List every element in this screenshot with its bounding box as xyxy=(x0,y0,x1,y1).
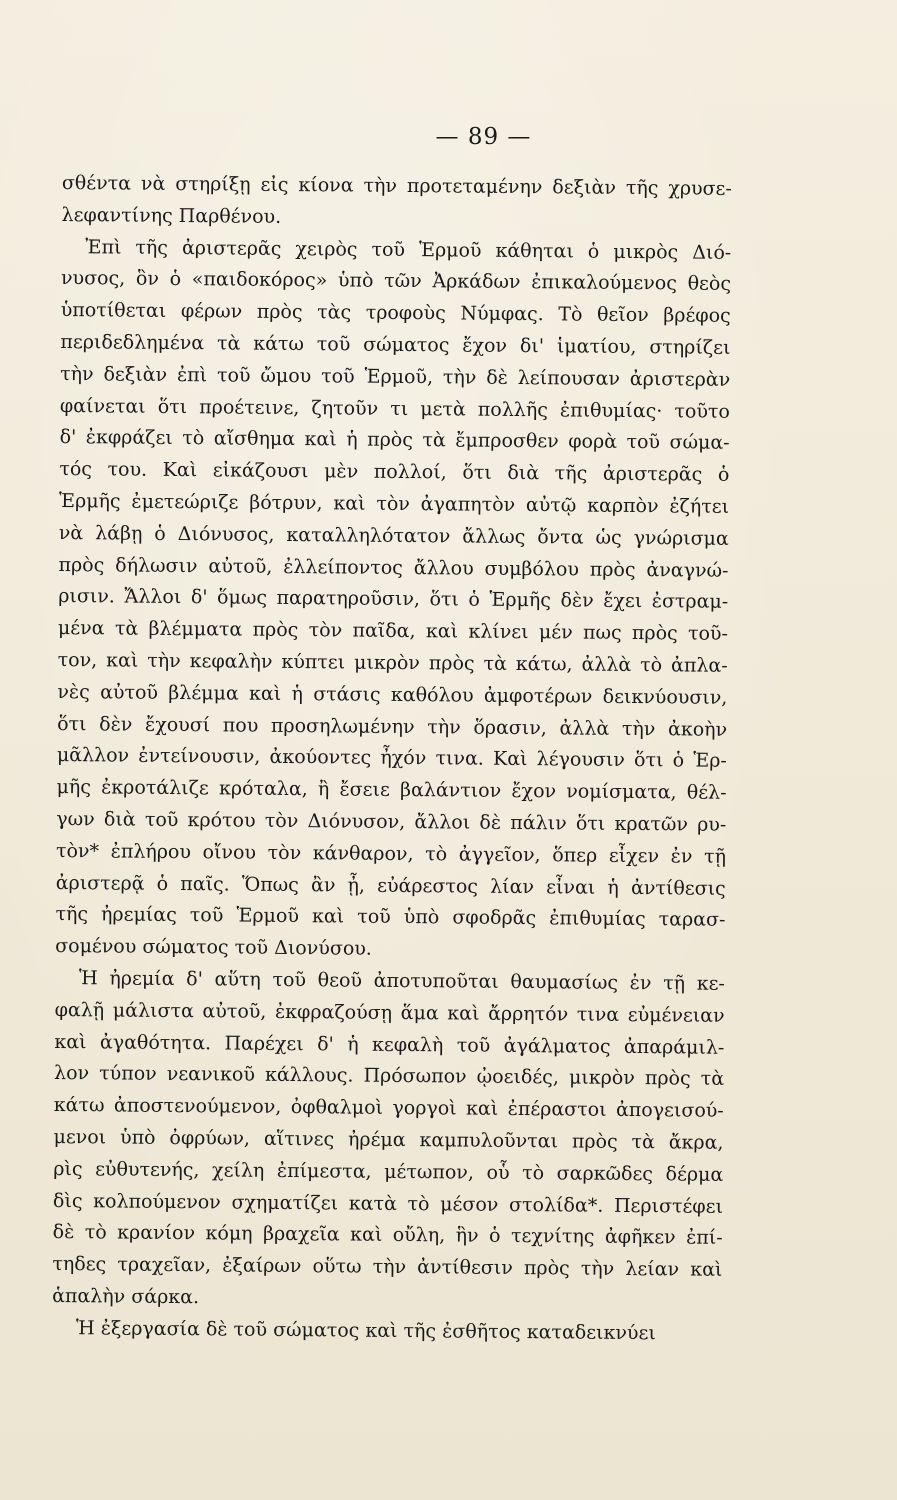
text-line: μῆς ἐκροτάλιζε κρόταλα, ἢ ἔσειε βαλάντιον ἔχον νομίσματα, θέλ- xyxy=(56,776,727,804)
body-text xyxy=(52,168,732,1350)
text-line: Ἐπὶ τῆς ἀριστερᾶς χειρὸς τοῦ Ἑρμοῦ κάθηται ὁ μικρὸς Διό- xyxy=(85,235,732,264)
text-line: τός του. Καὶ εἰκάζουσι μὲν πολλοί, ὅτι διὰ τῆς ἀριστερᾶς ὁ xyxy=(59,458,730,487)
text-line: Ἑρμῆς ἐμετεώριζε βότρυν, καὶ τὸν ἀγαπητὸν αὐτῷ καρπὸν ἐζήτει xyxy=(58,489,730,518)
text-line: Ἡ ἐξεργασία δὲ τοῦ σώματος καὶ τῆς ἐσθῆτος καταδεικνύει xyxy=(75,1316,656,1344)
text-line: περιδεδλημένα τὰ κάτω τοῦ σώματος ἔχον δι' ἱματίου, στηρίζει xyxy=(60,330,731,359)
text-line: μένα τὰ βλέμματα πρὸς τὸν παῖδα, καὶ κλίνει μέν πως πρὸς τοῦ- xyxy=(57,617,729,645)
text-line: πρὸς δήλωσιν αὐτοῦ, ἐλλείποντος ἄλλου συμβόλου πρὸς ἀναγνώ- xyxy=(58,553,729,582)
text-line: νὰ λάβῃ ὁ Διόνυσος, καταλληλότατον ἄλλως ὄντα ὡς γνώρισμα xyxy=(58,521,729,550)
paragraph xyxy=(61,168,732,237)
text-line: φαλῇ μάλιστα αὐτοῦ, ἐκφραζούσῃ ἅμα καὶ ἄρρητόν τινα εὐμένειαν xyxy=(54,998,725,1027)
text-line: τηδες τραχεῖαν, ἐξαίρων οὕτω τὴν ἀντίθεσιν πρὸς τὴν λείαν καὶ xyxy=(52,1253,723,1281)
text-line: τὴν δεξιὰν ἐπὶ τοῦ ὤμου τοῦ Ἑρμοῦ, τὴν δὲ λείπουσαν ἀριστερὰν xyxy=(60,362,731,391)
paragraph xyxy=(52,1313,722,1351)
text-line: τῆς ἠρεμίας τοῦ Ἑρμοῦ καὶ τοῦ ὑπὸ σφοδρᾶς ἐπιθυμίας ταρασ- xyxy=(55,903,726,932)
text-line: νυσος, ὃν ὁ «παιδοκόρος» ὑπὸ τῶν Ἀρκάδων ἐπικαλούμενος θεὸς xyxy=(60,267,732,296)
page-number: — 89 — xyxy=(435,124,532,150)
text-line: γων διὰ τοῦ κρότου τὸν Διόνυσον, ἄλλοι δὲ πάλιν ὅτι κρατῶν ρυ- xyxy=(56,807,727,836)
text-line: τὸν* ἐπλήρου οἴνου τὸν κάνθαρον, τὸ ἀγγεῖον, ὅπερ εἶχεν ἐν τῇ xyxy=(55,839,727,868)
paragraph xyxy=(55,232,731,969)
text-line: ὅτι δὲν ἔχουσί που προσηλωμένην τὴν ὅρασιν, ἀλλὰ τὴν ἀκοὴν xyxy=(57,712,728,741)
text-line: λεφαντίνης Παρθένου. xyxy=(61,203,282,228)
text-line: νὲς αὐτοῦ βλέμμα καὶ ἡ στάσις καθόλου ἀμφοτέρων δεικνύουσιν, xyxy=(57,680,728,709)
text-line: φαίνεται ὅτι προέτεινε, ζητοῦν τι μετὰ πολλῆς ἐπιθυμίας· τοῦτο xyxy=(59,394,730,423)
text-line: δὶς κολπούμενον σχηματίζει κατὰ τὸ μέσον στολίδα*. Περιστέφει xyxy=(52,1189,724,1218)
text-line: δὲ τὸ κρανίον κόμη βραχεῖα καὶ οὔλη, ἣν ὁ τεχνίτης ἀφῆκεν ἐπί- xyxy=(52,1221,723,1250)
paragraph xyxy=(52,963,725,1319)
text-line: λον τύπον νεανικοῦ κάλλους. Πρόσωπον ᾠοειδές, μικρὸν πρὸς τὰ xyxy=(54,1062,725,1091)
text-line: ἀριστερᾷ ὁ παῖς. Ὅπως ἂν ᾖ, εὐάρεστος λίαν εἶναι ἡ ἀντίθεσις xyxy=(55,871,726,900)
text-line: ἁπαλὴν σάρκα. xyxy=(52,1284,200,1309)
text-line: σομένου σώματος τοῦ Διονύσου. xyxy=(55,935,372,960)
text-line: ρὶς εὐθυτενής, χείλη ἐπίμεστα, μέτωπον, οὗ τὸ σαρκῶδες δέρμα xyxy=(53,1157,724,1186)
text-line: Ἡ ἠρεμία δ' αὕτη τοῦ θεοῦ ἀποτυποῦται θαυμασίως ἐν τῇ κε- xyxy=(78,967,726,995)
text-line: σθέντα νὰ στηρίξῃ εἰς κίονα τὴν προτεταμένην δεξιὰν τῆς χρυσε- xyxy=(61,171,732,200)
text-line: τον, καὶ τὴν κεφαλὴν κύπτει μικρὸν πρὸς τὰ κάτω, ἀλλὰ τὸ ἀπλα- xyxy=(57,648,728,677)
text-line: καὶ ἀγαθότητα. Παρέχει δ' ἡ κεφαλὴ τοῦ ἀγάλματος ἀπαράμιλ- xyxy=(54,1030,725,1059)
text-line: μενοι ὑπὸ ὀφρύων, αἵτινες ἠρέμα καμπυλοῦνται πρὸς τὰ ἄκρα, xyxy=(53,1125,724,1154)
text-line: δ' ἐκφράζει τὸ αἴσθημα καὶ ἡ πρὸς τὰ ἔμπροσθεν φορὰ τοῦ σώμα- xyxy=(59,426,730,455)
text-line: κάτω ἀποστενούμενον, ὀφθαλμοὶ γοργοὶ καὶ ἐπέραστοι ἀπογεισού- xyxy=(53,1094,724,1122)
text-line: ὑποτίθεται φέρων πρὸς τὰς τροφοὺς Νύμφας. Τὸ θεῖον βρέφος xyxy=(60,299,731,328)
text-line: μᾶλλον ἐντείνουσιν, ἀκούοντες ἦχόν τινα. Καὶ λέγουσιν ὅτι ὁ Ἑρ- xyxy=(56,744,727,773)
text-line: ρισιν. Ἄλλοι δ' ὅμως παρατηροῦσιν, ὅτι ὁ Ἑρμῆς δὲν ἔχει ἐστραμ- xyxy=(58,585,729,614)
